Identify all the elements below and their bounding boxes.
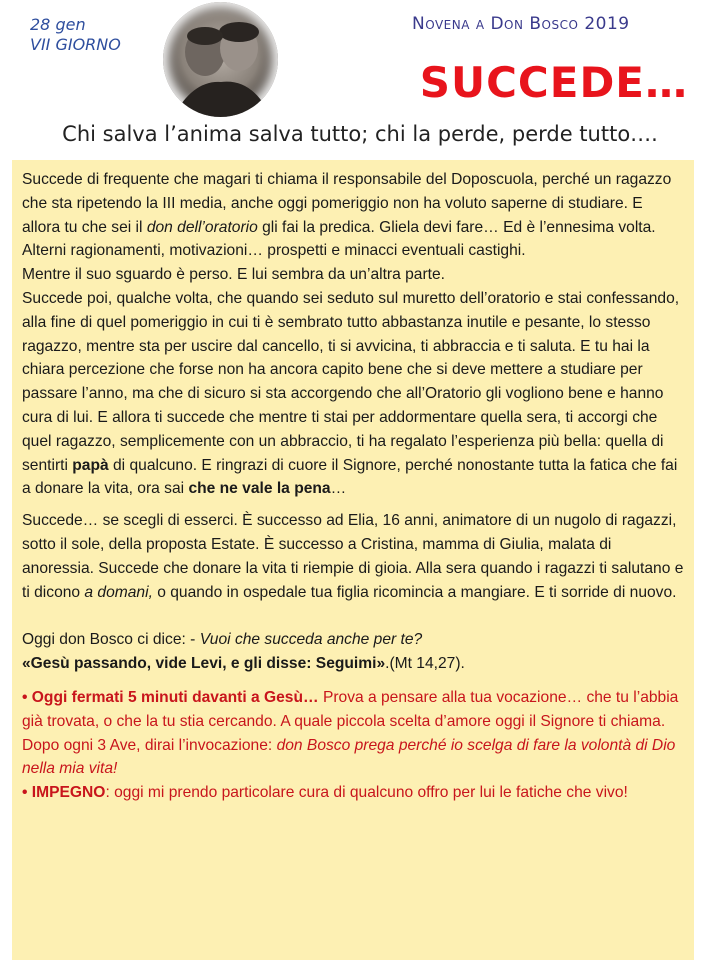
text: gli fai la predica. Gliela devi fare… Ed è l’ennesima volta. Alterni ragionamenti, motivazioni… prospetti e minacci eventuali castighi. bbox=[22, 218, 656, 260]
date-label: 28 gen bbox=[30, 15, 86, 34]
text: Prova a pensare alla tua vocazione… che tu l’abbia già trovata, o che la tu stia cercando. A quale piccola scelta d’amore oggi il Signore ti chiama. Dopo ogni 3 Ave, dirai l’invocazione: bbox=[22, 688, 679, 754]
text: Succede… se scegli di esserci. È successo ad Elia, 16 anni, animatore di un nugolo di ragazzi, sotto il sole, della proposta Estate. È successo a Cristina, mamma di Giulia, malata di anoressia. Succede che donare la vita ti riempie di gioia. Alla sera quando i ragazzi ti salutano e ti dicono bbox=[22, 512, 684, 601]
reflection-box bbox=[12, 160, 694, 960]
paragraph-3 bbox=[22, 287, 684, 501]
novena-title: Novena a Don Bosco 2019 bbox=[412, 14, 630, 34]
emphasis: Vuoi che succeda anche per te? bbox=[199, 631, 423, 649]
text: Oggi don Bosco ci dice: - bbox=[22, 631, 200, 649]
commitment bbox=[22, 781, 684, 805]
text: … bbox=[330, 480, 347, 498]
bold-text: che ne vale la pena bbox=[188, 480, 331, 498]
bold-text: • IMPEGNO bbox=[22, 784, 106, 802]
prayer-instruction bbox=[22, 686, 684, 781]
photo-illustration bbox=[163, 2, 278, 117]
paragraph-4 bbox=[22, 509, 684, 604]
paragraph-2: Mentre il suo sguardo è perso. E lui sembra da un’altra parte. bbox=[22, 266, 445, 284]
don-bosco-photo bbox=[163, 2, 278, 117]
page-title: SUCCEDE… bbox=[419, 58, 688, 107]
emphasis: don dell’oratorio bbox=[146, 218, 258, 236]
bold-text: «Gesù passando, vide Levi, e gli disse: Seguimi» bbox=[22, 655, 386, 673]
paragraph-5 bbox=[22, 628, 684, 652]
emphasis: don Bosco prega perché io scelga di fare la volontà di Dio nella mia vita! bbox=[22, 736, 676, 778]
scripture-quote bbox=[22, 652, 684, 676]
text: di qualcuno. E ringrazi di cuore il Signore, perché nonostante tutta la fatica che fai a donare la vita, ora sai bbox=[22, 456, 678, 498]
bold-text: papà bbox=[72, 456, 109, 474]
date-block bbox=[30, 15, 121, 55]
emphasis: a domani, bbox=[84, 583, 153, 601]
scripture-reference: .(Mt 14,27). bbox=[385, 655, 465, 673]
text: : oggi mi prendo particolare cura di qualcuno offro per lui le fatiche che vivo! bbox=[105, 784, 628, 802]
text: o quando in ospedale tua figlia ricomincia a mangiare. E ti sorride di nuovo. bbox=[152, 583, 677, 601]
text: Succede poi, qualche volta, che quando sei seduto sul muretto dell’oratorio e stai confessando, alla fine di quel pomeriggio in cui ti è sembrato tutto abbastanza inutile e pesante, lo stesso ragazzo, mentre sta per uscire dal cancello, ti si avvicina, ti abbraccia e ti saluta. E tu hai la chiara percezione che forse non ha ancora capito bene che si deve mettere a studiare per passare l’anno, ma che di sicuro si sta accorgendo che all’Oratorio gli vogliono bene e hanno cura di lui. E allora ti succede che mentre ti stai per addormentare quella sera, ti accorgi che quel ragazzo, semplicemente con un abbraccio, ti ha regalato l’esperienza più bella: quella di sentirti bbox=[22, 289, 680, 474]
paragraph-1 bbox=[22, 168, 684, 263]
bold-text: • Oggi fermati 5 minuti davanti a Gesù… bbox=[22, 688, 319, 706]
text: Succede di frequente che magari ti chiama il responsabile del Doposcuola, perché un ragazzo che sta ripetendo la III media, anche oggi pomeriggio non ha voluto saperne di studiare. E allora tu che sei il bbox=[22, 171, 672, 236]
subtitle-quote: Chi salva l’anima salva tutto; chi la perde, perde tutto…. bbox=[62, 122, 658, 146]
day-label: VII GIORNO bbox=[30, 35, 121, 54]
